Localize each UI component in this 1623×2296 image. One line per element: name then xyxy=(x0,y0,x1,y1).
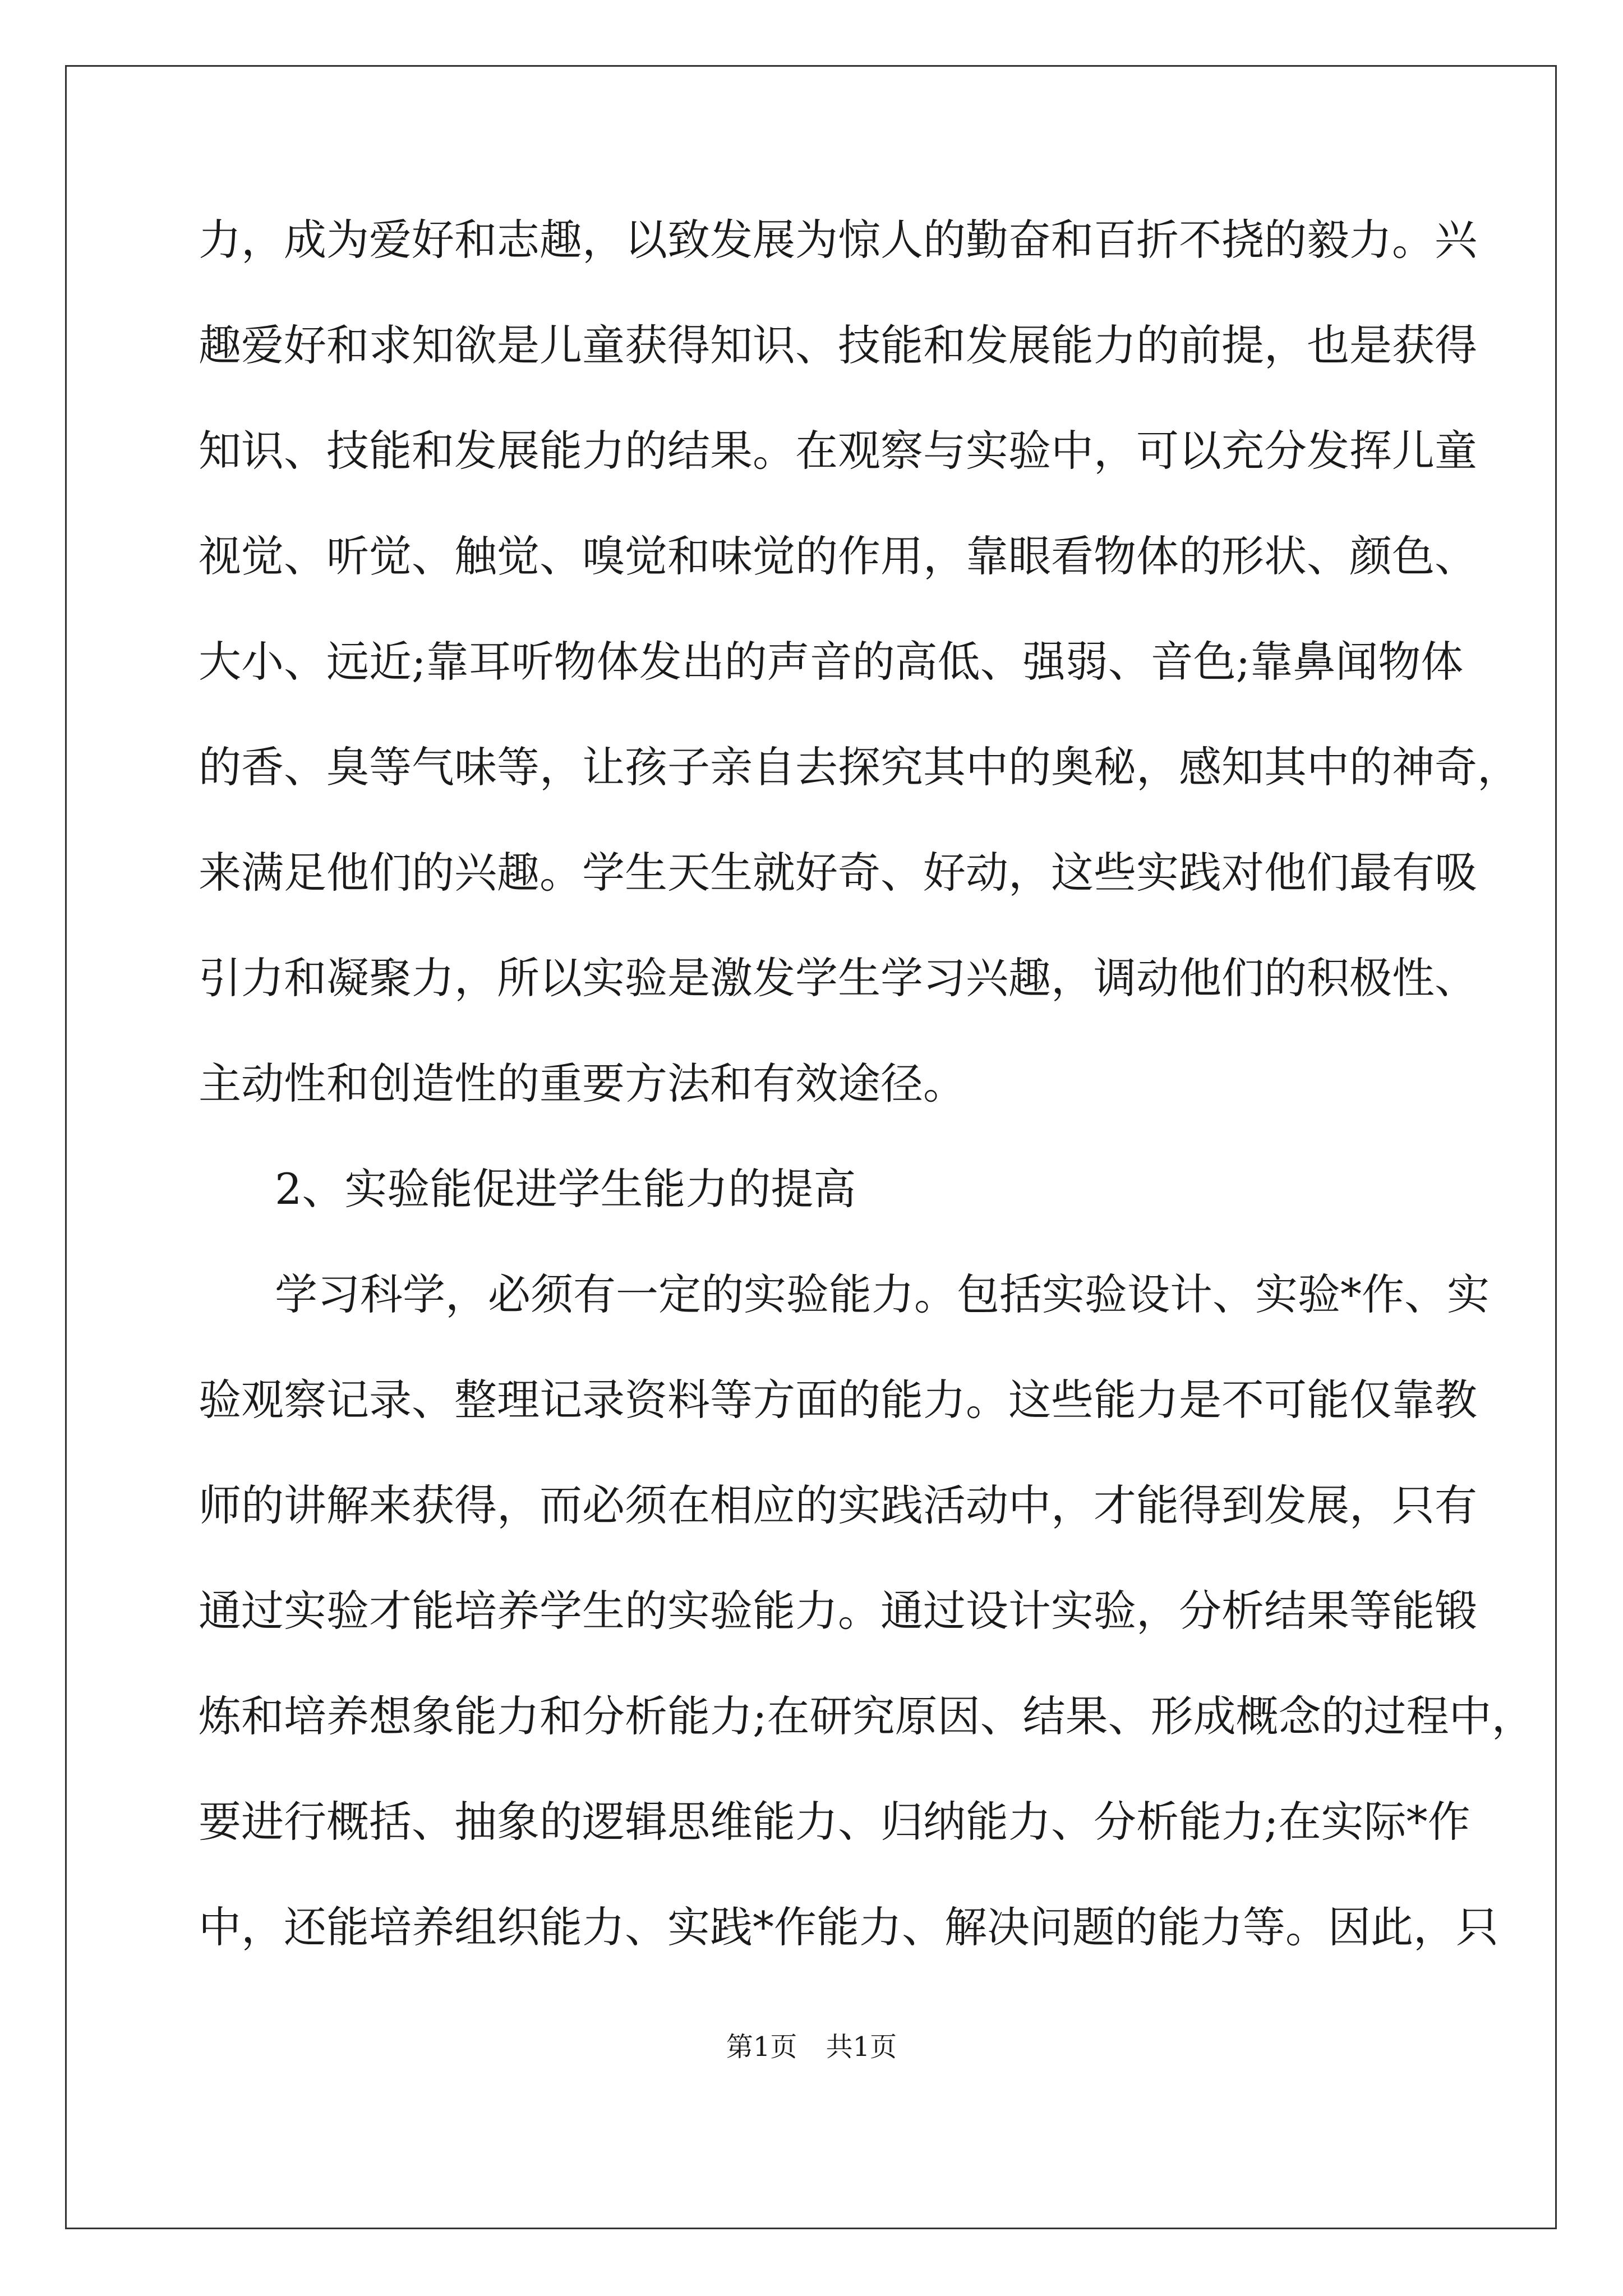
paragraph-line: 大小、远近;靠耳听物体发出的声音的高低、强弱、音色;靠鼻闻物体 xyxy=(199,637,1464,687)
section-heading: 2、实验能促进学生能力的提高 xyxy=(275,1164,856,1214)
paragraph-line: 验观察记录、整理记录资料等方面的能力。这些能力是不可能仅靠教 xyxy=(199,1375,1477,1425)
page-total: 共1页 xyxy=(826,2031,897,2063)
paragraph-line: 知识、技能和发展能力的结果。在观察与实验中，可以充分发挥儿童 xyxy=(199,426,1477,476)
paragraph-line: 视觉、听觉、触觉、嗅觉和味觉的作用，靠眼看物体的形状、颜色、 xyxy=(199,531,1477,581)
paragraph-line: 主动性和创造性的重要方法和有效途径。 xyxy=(199,1059,966,1108)
paragraph-line: 趣爱好和求知欲是儿童获得知识、技能和发展能力的前提，也是获得 xyxy=(199,320,1477,370)
paragraph-line: 的香、臭等气味等，让孩子亲自去探究其中的奥秘，感知其中的神奇， xyxy=(199,742,1520,792)
paragraph-line: 炼和培养想象能力和分析能力;在研究原因、结果、形成概念的过程中， xyxy=(199,1691,1534,1741)
paragraph-line: 引力和凝聚力，所以实验是激发学生学习兴趣，调动他们的积极性、 xyxy=(199,953,1477,1003)
paragraph-line: 通过实验才能培养学生的实验能力。通过设计实验，分析结果等能锻 xyxy=(199,1586,1477,1636)
page-number: 第1页 xyxy=(726,2031,797,2063)
paragraph-line: 力，成为爱好和志趣，以致发展为惊人的勤奋和百折不挠的毅力。兴 xyxy=(199,215,1477,265)
document-body xyxy=(199,212,1534,2005)
paragraph-line: 学习科学，必须有一定的实验能力。包括实验设计、实验*作、实 xyxy=(275,1269,1490,1319)
paragraph-line: 要进行概括、抽象的逻辑思维能力、归纳能力、分析能力;在实际*作 xyxy=(199,1797,1470,1847)
paragraph-line: 来满足他们的兴趣。学生天生就好奇、好动，这些实践对他们最有吸 xyxy=(199,848,1477,898)
paragraph-line: 中，还能培养组织能力、实践*作能力、解决问题的能力等。因此，只 xyxy=(199,1902,1498,1952)
page-footer xyxy=(0,2025,1623,2064)
paragraph-line: 师的讲解来获得，而必须在相应的实践活动中，才能得到发展，只有 xyxy=(199,1480,1477,1530)
